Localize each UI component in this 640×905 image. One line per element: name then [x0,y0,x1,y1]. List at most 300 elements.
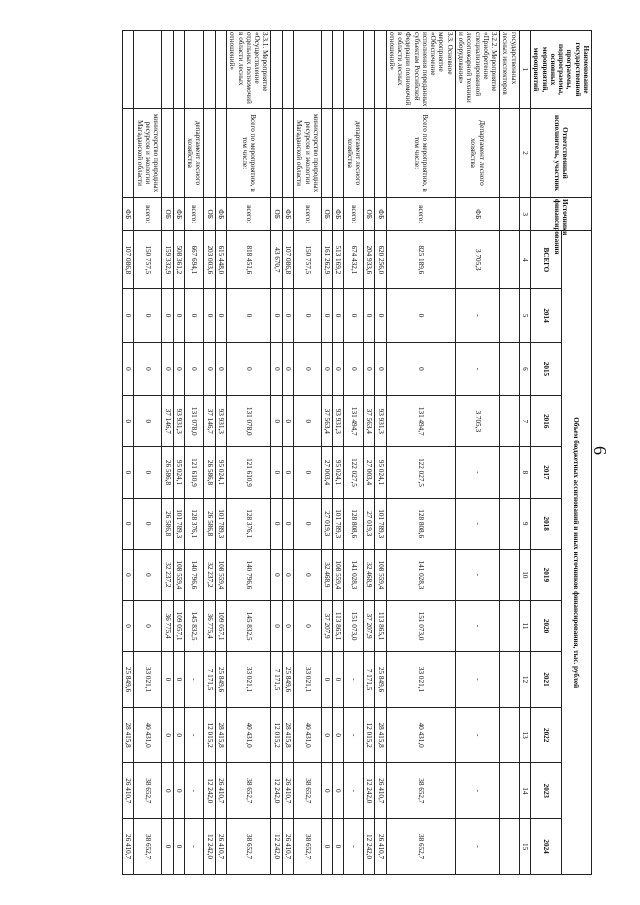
row-value-cell: 161 262,9 [321,231,332,289]
row-responsible-cell [162,108,173,197]
row-value-cell: 26 586,8 [204,498,215,549]
row-value-cell: 28 415,8 [282,707,293,763]
row-value-cell: 0 [333,342,344,395]
row-value-cell: 12 015,2 [204,707,215,763]
row-value-cell: 0 [282,289,293,342]
row-value-cell [500,342,520,395]
row-source-cell: ФБ [123,198,134,231]
row-value-cell: 32 468,9 [363,549,374,600]
row-responsible-cell: министерство природных ресурсов и экологии Магаданской области [294,108,322,197]
row-value-cell: 0 [294,342,322,395]
row-responsible-cell [123,108,134,197]
row-value-cell: 0 [282,549,293,600]
row-value-cell: 27 019,3 [321,498,332,549]
row-source-cell: ФБ [173,198,184,231]
row-value-cell: 615 448,0 [215,231,226,289]
row-value-cell: 0 [227,342,271,395]
row-value-cell: 128 808,6 [386,498,455,549]
row-value-cell: 0 [333,819,344,875]
row-value-cell: 43 670,7 [271,231,282,289]
row-source-cell: ОБ [162,198,173,231]
row-value-cell: 0 [321,707,332,763]
row-value-cell: 12 242,0 [204,819,215,875]
row-value-cell: 0 [162,342,173,395]
row-value-cell: - [184,819,204,875]
column-number: 6 [519,342,530,395]
row-source-cell: ОБ [204,198,215,231]
row-value-cell: 0 [173,819,184,875]
row-value-cell: 107 086,8 [282,231,293,289]
column-number: 4 [519,231,530,289]
row-value-cell: 95 024,1 [173,447,184,498]
header-funding: Объем бюджетных ассигнований и иных источников финансирования, тыс. рублей [561,231,591,875]
row-value-cell: 12 242,0 [204,763,215,819]
row-responsible-cell [282,108,293,197]
row-value-cell: 38 652,7 [134,819,162,875]
table-row [386,31,455,875]
header-year-2016: 2016 [531,396,561,447]
row-value-cell: 0 [375,289,386,342]
row-value-cell: 26 410,7 [375,819,386,875]
row-value-cell: 0 [333,652,344,708]
row-program-cell [173,31,184,109]
row-value-cell: 0 [123,600,134,651]
row-value-cell: 0 [282,498,293,549]
row-value-cell: 101 789,3 [173,498,184,549]
row-value-cell: 108 559,4 [375,549,386,600]
column-number: 8 [519,447,530,498]
row-value-cell: - [455,447,499,498]
table-row [344,31,364,875]
row-value-cell: 0 [294,289,322,342]
table-header [519,31,591,875]
row-value-cell: 0 [333,763,344,819]
table-row [363,31,374,875]
column-number: 7 [519,396,530,447]
row-value-cell: 26 410,7 [375,763,386,819]
row-value-cell: 0 [294,498,322,549]
row-value-cell: 108 559,4 [173,549,184,600]
column-number: 1 [519,31,530,109]
row-value-cell: 40 431,0 [386,707,455,763]
row-program-cell [375,31,386,109]
row-value-cell: 12 015,2 [271,707,282,763]
row-value-cell: 32 468,9 [321,549,332,600]
row-source-cell: ФБ [333,198,344,231]
rotated-table-container [62,30,592,875]
row-value-cell: 141 028,3 [344,549,364,600]
row-responsible-cell [173,108,184,197]
row-program-cell [215,31,226,109]
row-source-cell: ОБ [363,198,374,231]
row-value-cell: 95 024,1 [375,447,386,498]
row-value-cell: 0 [363,289,374,342]
column-number: 15 [519,819,530,875]
row-value-cell: 131 494,7 [386,396,455,447]
table-row [271,31,282,875]
row-value-cell: 26 586,8 [204,447,215,498]
row-value-cell: 93 931,3 [375,396,386,447]
row-value-cell: 36 775,4 [162,600,173,651]
row-responsible-cell [363,108,374,197]
row-value-cell: 0 [123,342,134,395]
table-row [123,31,134,875]
row-value-cell: 0 [162,707,173,763]
row-value-cell: 825 189,6 [386,231,455,289]
header-year-2020: 2020 [531,600,561,651]
row-value-cell: 0 [375,342,386,395]
column-number: 10 [519,549,530,600]
row-value-cell: 203 003,6 [204,231,215,289]
row-value-cell: 620 256,0 [375,231,386,289]
row-value-cell: 0 [134,447,162,498]
row-value-cell [500,231,520,289]
row-value-cell: 37 146,7 [162,396,173,447]
table-body [123,31,520,875]
row-value-cell: 38 652,7 [227,763,271,819]
row-value-cell: 3 705,3 [455,231,499,289]
rotated-table-stage [62,30,592,875]
row-value-cell: 0 [294,396,322,447]
table-row [282,31,293,875]
row-responsible-cell: Всего по мероприятию, в том числе: [386,108,455,197]
row-program-cell [271,31,282,109]
row-value-cell: 113 865,1 [375,600,386,651]
column-number: 2 [519,108,530,197]
row-value-cell: 101 789,3 [333,498,344,549]
row-value-cell: 0 [215,342,226,395]
row-value-cell [500,819,520,875]
row-responsible-cell: министерство природных ресурсов и экологии Магаданской области [134,108,162,197]
table-row [375,31,386,875]
row-value-cell: 26 410,7 [282,819,293,875]
row-value-cell: 513 169,2 [333,231,344,289]
row-value-cell: 33 021,1 [386,652,455,708]
row-value-cell: 0 [173,342,184,395]
row-value-cell: 0 [344,342,364,395]
row-responsible-cell [321,108,332,197]
row-value-cell: 95 024,1 [215,447,226,498]
table-row [204,31,215,875]
table-row [321,31,332,875]
row-value-cell [500,396,520,447]
row-value-cell: 0 [282,396,293,447]
row-value-cell: 32 237,2 [204,549,215,600]
row-value-cell: 7 171,5 [204,652,215,708]
row-value-cell: 667 694,1 [184,231,204,289]
row-responsible-cell [215,108,226,197]
row-value-cell: 128 808,6 [344,498,364,549]
header-year-2014: 2014 [531,289,561,342]
row-value-cell: 12 242,0 [363,819,374,875]
row-value-cell [500,549,520,600]
row-value-cell: 0 [173,707,184,763]
row-value-cell: 128 376,1 [227,498,271,549]
table-row [173,31,184,875]
row-value-cell: 131 494,7 [344,396,364,447]
row-value-cell: 674 432,1 [344,231,364,289]
row-value-cell: 0 [184,342,204,395]
row-source-cell: всего: [294,198,322,231]
row-value-cell: 131 078,0 [227,396,271,447]
row-value-cell: 0 [321,652,332,708]
row-value-cell: 38 652,7 [386,763,455,819]
row-value-cell: 0 [134,600,162,651]
column-number: 3 [519,198,530,231]
header-year-2023: 2023 [531,763,561,819]
row-value-cell: 0 [162,652,173,708]
table-row [500,31,520,875]
row-value-cell: - [184,707,204,763]
row-source-cell: ФБ [215,198,226,231]
row-value-cell: 25 849,6 [375,652,386,708]
row-value-cell: 26 410,7 [215,819,226,875]
table-row [184,31,204,875]
row-value-cell: 12 242,0 [271,819,282,875]
row-value-cell: 0 [134,549,162,600]
row-value-cell [500,289,520,342]
row-value-cell: 40 431,0 [294,707,322,763]
table-row [333,31,344,875]
column-number: 12 [519,652,530,708]
row-value-cell: 26 410,7 [282,763,293,819]
row-value-cell: 0 [162,819,173,875]
row-program-cell: 3.3.1. Мероприятие «Осуществление отдельных полномочий в области лесных отношений» [227,31,271,109]
row-source-cell: ОБ [321,198,332,231]
row-value-cell: 37 563,4 [363,396,374,447]
row-value-cell: 40 431,0 [227,707,271,763]
row-value-cell: 0 [363,342,374,395]
header-year-2024: 2024 [531,819,561,875]
row-value-cell: 0 [386,342,455,395]
row-value-cell: 37 146,7 [204,396,215,447]
row-value-cell: 27 003,4 [363,447,374,498]
row-value-cell: 101 789,3 [375,498,386,549]
row-value-cell: 93 931,3 [173,396,184,447]
row-value-cell: 0 [271,600,282,651]
row-value-cell: - [184,763,204,819]
row-value-cell: 0 [271,342,282,395]
table-row [227,31,271,875]
row-value-cell: - [455,763,499,819]
row-source-cell: ФБ [375,198,386,231]
row-value-cell: 0 [344,289,364,342]
header-number-row [519,31,530,875]
row-value-cell: - [455,819,499,875]
row-value-cell: 26 586,8 [162,447,173,498]
row-value-cell [500,600,520,651]
row-value-cell: 818 451,6 [227,231,271,289]
row-value-cell: - [184,652,204,708]
row-responsible-cell [271,108,282,197]
row-value-cell: 27 019,3 [363,498,374,549]
row-program-cell [134,31,162,109]
row-value-cell: 0 [162,763,173,819]
row-value-cell [500,652,520,708]
row-value-cell: 131 078,0 [184,396,204,447]
row-value-cell: 0 [204,342,215,395]
row-value-cell: 101 789,3 [215,498,226,549]
row-value-cell [500,763,520,819]
row-value-cell: 0 [123,396,134,447]
row-value-cell: 26 586,8 [162,498,173,549]
row-program-cell: 3.2.2. Мероприятие «Приобретение специализированной лесопожарной техники и оборудования» [455,31,499,109]
row-value-cell: 25 849,6 [123,652,134,708]
header-year-2021: 2021 [531,652,561,708]
row-value-cell: - [344,763,364,819]
row-value-cell: 151 073,0 [386,600,455,651]
row-value-cell: 33 021,1 [134,652,162,708]
row-value-cell: 0 [386,289,455,342]
header-name: Наименование государственной программы, подпрограммы, основных мероприятий, мероприятий [531,31,592,109]
row-value-cell: 95 024,1 [333,447,344,498]
row-responsible-cell [375,108,386,197]
row-value-cell: - [455,289,499,342]
row-value-cell: 37 207,9 [363,600,374,651]
row-value-cell: 33 021,1 [294,652,322,708]
row-responsible-cell: департамент лесного хозяйства [184,108,204,197]
row-value-cell: 0 [294,600,322,651]
row-value-cell: 0 [173,763,184,819]
header-year-2022: 2022 [531,707,561,763]
row-value-cell: 0 [134,289,162,342]
row-value-cell: 38 652,7 [134,763,162,819]
row-value-cell: 0 [294,447,322,498]
page-number: 6 [590,446,610,455]
row-value-cell: 0 [271,447,282,498]
row-source-cell: всего: [386,198,455,231]
header-year-2019: 2019 [531,549,561,600]
header-responsible: Ответственный исполнитель, участник [531,108,592,197]
row-value-cell: 159 332,9 [162,231,173,289]
column-number: 5 [519,289,530,342]
row-value-cell: 32 237,2 [162,549,173,600]
row-value-cell: 0 [123,498,134,549]
row-program-cell [333,31,344,109]
row-value-cell: 109 057,1 [173,600,184,651]
row-value-cell: 12 242,0 [271,763,282,819]
row-value-cell: 25 849,6 [215,652,226,708]
row-value-cell: 145 832,5 [184,600,204,651]
row-program-cell: 3.3. Основное мероприятие «Обеспечение исполнения переданных субъектам Российской Федерации полномочий в области лесных отношений» [387,32,454,107]
row-value-cell: 12 242,0 [363,763,374,819]
row-value-cell: 0 [123,289,134,342]
row-value-cell: 37 207,9 [321,600,332,651]
row-value-cell: 40 431,0 [134,707,162,763]
header-year-2017: 2017 [531,447,561,498]
row-value-cell: 121 610,9 [227,447,271,498]
row-value-cell: 141 028,3 [386,549,455,600]
header-year-2015: 2015 [531,342,561,395]
table-row [215,31,226,875]
column-number: 11 [519,600,530,651]
row-value-cell: 0 [294,549,322,600]
row-value-cell: 0 [321,819,332,875]
row-value-cell: - [344,652,364,708]
row-value-cell: 38 652,7 [227,819,271,875]
row-program-cell [344,31,364,109]
row-program-cell: государственных лесных инспекторов [500,31,520,109]
row-value-cell: 140 796,6 [184,549,204,600]
row-value-cell: 140 796,6 [227,549,271,600]
row-value-cell: 0 [123,447,134,498]
row-value-cell: 0 [215,289,226,342]
row-value-cell: 93 931,3 [215,396,226,447]
row-value-cell: 12 015,2 [363,707,374,763]
row-value-cell: 0 [333,707,344,763]
row-source-cell: всего: [134,198,162,231]
row-value-cell: 3 705,3 [455,396,499,447]
row-value-cell: 0 [173,652,184,708]
row-value-cell: 0 [321,289,332,342]
header-source: Источники финансирования [531,198,592,231]
row-responsible-cell [204,108,215,197]
row-program-cell [184,31,204,109]
row-program-cell [162,31,173,109]
row-value-cell: 27 003,4 [321,447,332,498]
row-value-cell: 0 [123,549,134,600]
row-value-cell: 128 376,1 [184,498,204,549]
row-responsible-cell: департамент лесного хозяйства [344,108,364,197]
row-value-cell: 0 [227,289,271,342]
row-responsible-cell [333,108,344,197]
row-source-cell: всего: [344,198,364,231]
column-number: 13 [519,707,530,763]
row-value-cell: 0 [134,396,162,447]
row-value-cell: 38 652,7 [294,763,322,819]
row-program-cell [123,31,134,109]
row-value-cell: 93 931,3 [333,396,344,447]
row-value-cell: 26 410,7 [123,763,134,819]
funding-table [122,30,592,875]
table-row [162,31,173,875]
row-value-cell: 0 [271,289,282,342]
row-value-cell: - [344,819,364,875]
row-value-cell: - [455,549,499,600]
row-value-cell: 145 832,5 [227,600,271,651]
row-value-cell: 0 [134,498,162,549]
row-value-cell: 0 [271,498,282,549]
table-row [294,31,322,875]
row-value-cell: 121 610,9 [184,447,204,498]
row-value-cell: 0 [271,549,282,600]
row-value-cell: 0 [134,342,162,395]
row-source-cell: всего: [184,198,204,231]
row-value-cell: 0 [333,289,344,342]
column-number: 9 [519,498,530,549]
row-value-cell: 0 [173,289,184,342]
row-value-cell: 113 865,1 [333,600,344,651]
row-source-cell: ФБ [455,198,499,231]
row-value-cell: 26 410,7 [123,819,134,875]
row-value-cell: - [344,707,364,763]
row-value-cell: 25 849,6 [282,652,293,708]
row-value-cell: 38 652,7 [294,819,322,875]
row-value-cell: 204 933,6 [363,231,374,289]
row-value-cell: - [455,600,499,651]
row-program-cell [204,31,215,109]
row-value-cell [500,707,520,763]
row-program-cell [294,31,322,109]
row-value-cell: 0 [282,342,293,395]
row-value-cell: 151 073,0 [344,600,364,651]
row-value-cell: 38 652,7 [386,819,455,875]
row-program-cell [282,31,293,109]
row-value-cell: 508 361,2 [173,231,184,289]
row-program-cell [321,31,332,109]
column-number: 14 [519,763,530,819]
row-value-cell: 0 [282,447,293,498]
